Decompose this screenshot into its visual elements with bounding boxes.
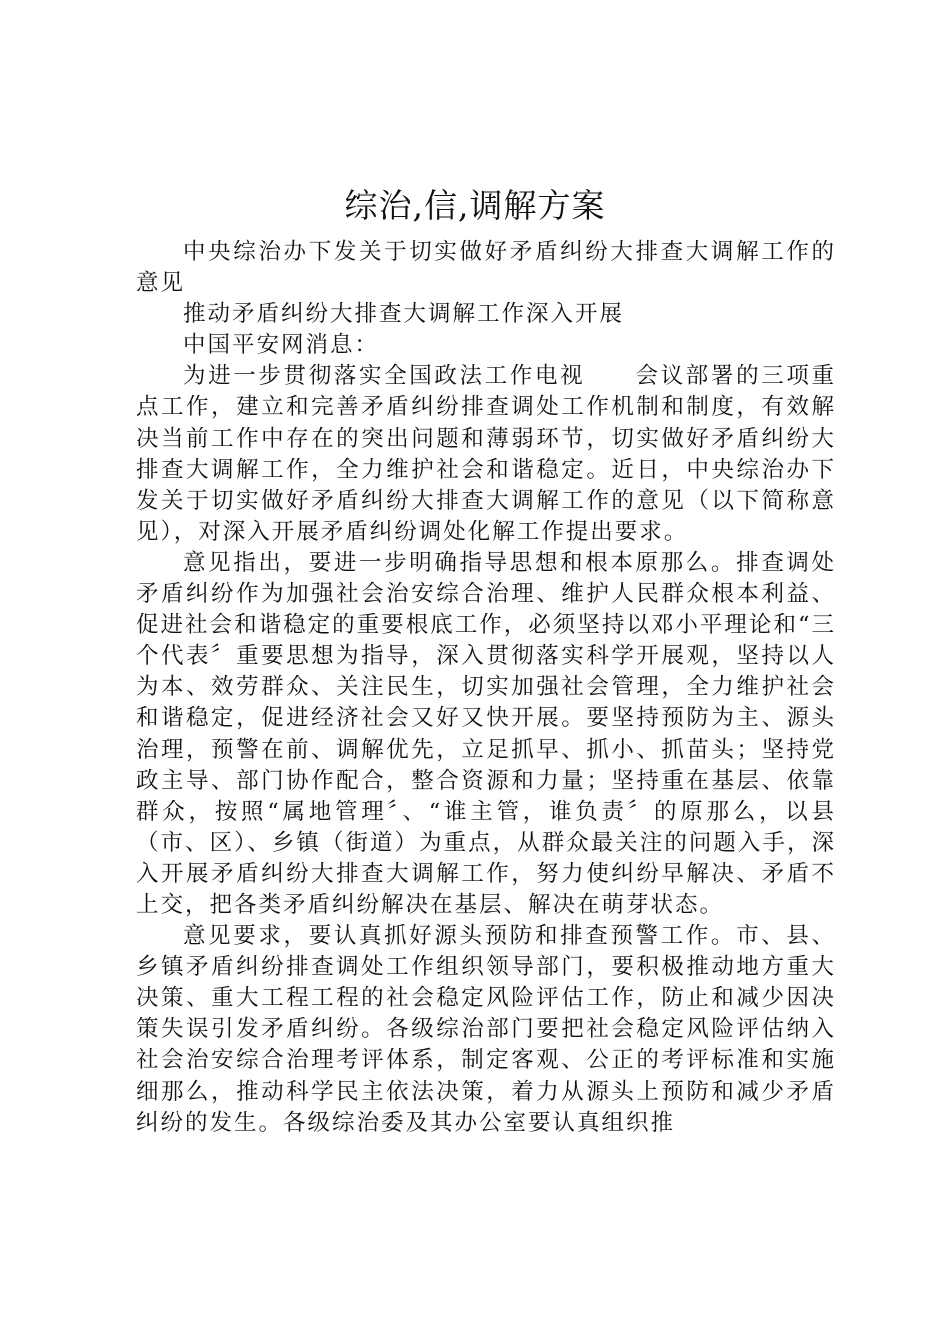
- paragraph-source: 中国平安网消息：: [183, 332, 380, 359]
- paragraph-intro: 为进一步贯彻落实全国政法工作电视 会议部署的三项重点工作，建立和完善矛盾纠纷排查调处工作机制和制度，有效解决当前工作中存在的突出问题和薄弱环节，切实做好矛盾纠纷大排查大调解工作，全力维护社会和谐稳定。近日，中央综治办下发关于切实做好矛盾纠纷大排查大调解工作的意见（以下简称意见），对深入开展矛盾纠纷调处化解工作提出要求。: [136, 363, 836, 545]
- paragraph-prevention-requirements: 意见要求，要认真抓好源头预防和排查预警工作。市、县、乡镇矛盾纠纷排查调处工作组织领导部门，要积极推动地方重大决策、重大工程工程的社会稳定风险评估工作，防止和减少因决策失误引发矛盾纠纷。各级综治部门要把社会稳定风险评估纳入社会治安综合治理考评体系，制定客观、公正的考评标准和实施细那么，推动科学民主依法决策，着力从源头上预防和减少矛盾纠纷的发生。各级综治委及其办公室要认真组织推: [136, 923, 836, 1136]
- paragraph-subtitle: 推动矛盾纠纷大排查大调解工作深入开展: [183, 301, 625, 328]
- paragraph-guiding-principles: 意见指出，要进一步明确指导思想和根本原那么。排查调处矛盾纠纷作为加强社会治安综合治理、维护人民群众根本利益、促进社会和谐稳定的重要根底工作，必须坚持以邓小平理论和“三个代表〞重要思想为指导，深入贯彻落实科学开展观，坚持以人为本、效劳群众、关注民生，切实加强社会管理，全力维护社会和谐稳定，促进经济社会又好又快开展。要坚持预防为主、源头治理，预警在前、调解优先，立足抓早、抓小、抓苗头；坚持党政主导、部门协作配合，整合资源和力量；坚持重在基层、依靠群众，按照“属地管理〞、“谁主管，谁负责〞的原那么，以县（市、区）、乡镇（街道）为重点，从群众最关注的问题入手，深入开展矛盾纠纷大排查大调解工作，努力使纠纷早解决、矛盾不上交，把各类矛盾纠纷解决在基层、解决在萌芽状态。: [136, 549, 836, 918]
- document-body: [136, 237, 836, 1139]
- document-title: 综治,信,调解方案: [344, 186, 606, 225]
- paragraph-notice-title: 中央综治办下发关于切实做好矛盾纠纷大排查大调解工作的意见: [136, 239, 836, 297]
